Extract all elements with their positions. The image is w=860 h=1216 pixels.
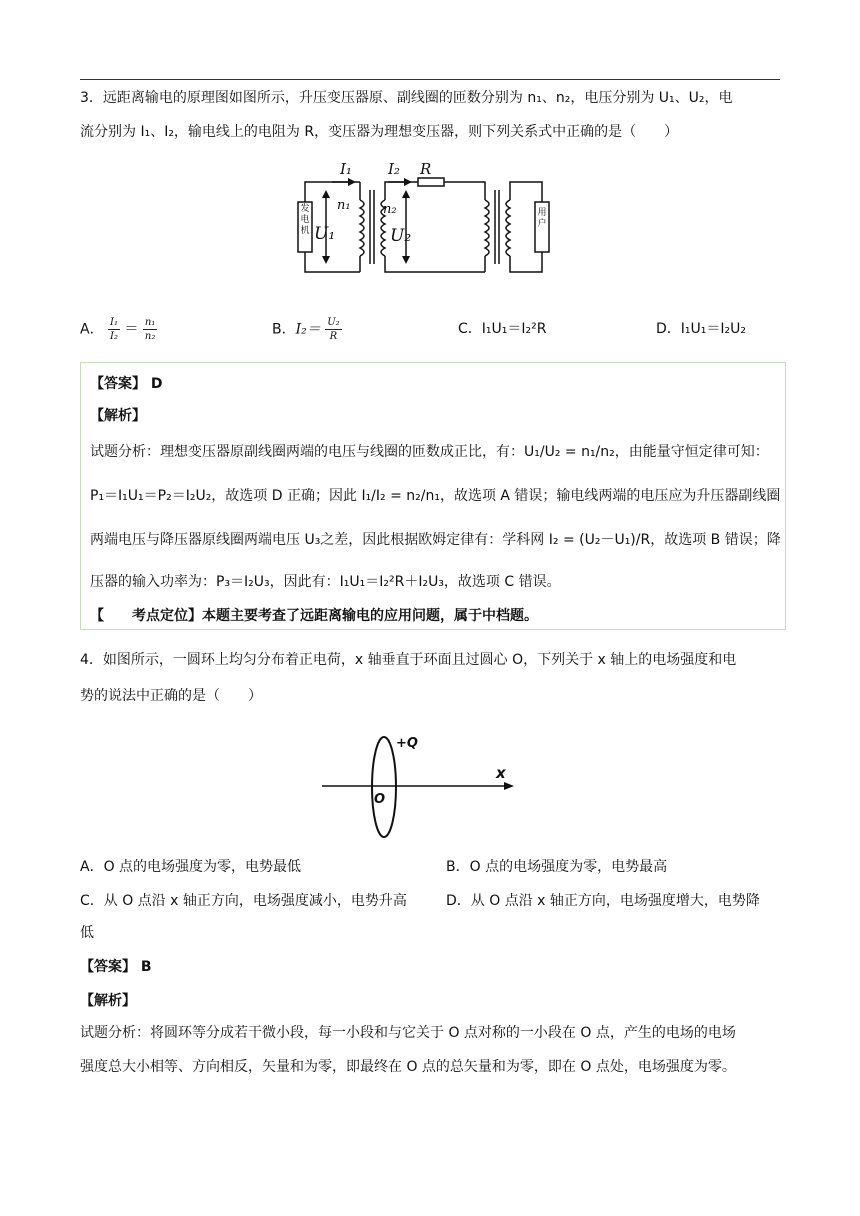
label-n2: n₂: [383, 202, 397, 217]
q4-analysis-line1: 试题分析：将圆环等分成若干微小段，每一小段和与它关于 O 点对称的一小段在 O 点，产生的电场的电场: [80, 1025, 736, 1041]
q3-knowledge-point: 【 考点定位】本题主要考查了远距离输电的应用问题，属于中档题。: [90, 608, 538, 624]
label-n1: n₁: [337, 198, 351, 213]
q3-text-line1: 3．远距离输电的原理图如图所示，升压变压器原、副线圈的匝数分别为 n₁、n₂，电压分别为 U₁、U₂，电: [80, 90, 733, 106]
label-i2: I₂: [388, 160, 400, 178]
q4-text-line1: 4．如图所示，一圆环上均匀分布着正电荷，x 轴垂直于环面且过圆心 O，下列关于 x 轴上的电场强度和电: [80, 652, 737, 668]
coil-secondary-2: [506, 200, 510, 256]
q4-option-d-continued: 低: [80, 925, 94, 941]
q3-option-d[interactable]: D．I₁U₁＝I₂U₂: [656, 321, 746, 337]
user-label: 用户: [537, 208, 547, 229]
label-u2: U₂: [390, 226, 412, 246]
q4-answer: 【答案】 B: [80, 959, 152, 975]
origin-label: O: [374, 792, 386, 807]
q3-option-b[interactable]: B．I₂＝ $\frac{\text{U₂}}{R}$: [272, 317, 340, 342]
q3-option-a[interactable]: A． $\frac{\text{I₁}}{\text{I₂}}$ ＝ $\frac{\text{n₁}}{\text{n₂}}$: [80, 317, 156, 342]
q3-answer: 【答案】 D: [90, 376, 163, 392]
q3-analysis-line4: 压器的输入功率为：P₃＝I₂U₃，因此有：I₁U₁＝I₂²R＋I₂U₃，故选项 C 错误。: [90, 574, 561, 590]
header-rule: [80, 79, 780, 80]
label-u1: U₁: [314, 224, 336, 244]
q3-analysis-line2: P₁＝I₁U₁＝P₂＝I₂U₂，故选项 D 正确；因此 I₁/I₂ = n₂/n₁，故选项 A 错误；输电线两端的电压应为升压器副线圈: [90, 488, 781, 504]
label-i1: I₁: [340, 160, 352, 178]
coil-primary-2: [485, 200, 489, 256]
q3-analysis-line1: 试题分析：理想变压器原副线圈两端的电压与线圈的匝数成正比，有：U₁/U₂ = n₁/n₂，由能量守恒定律可知：: [90, 444, 769, 460]
charge-label: +Q: [396, 736, 418, 751]
charged-ring: [372, 737, 396, 837]
q4-option-c[interactable]: C．从 O 点沿 x 轴正方向，电场强度减小，电势升高: [80, 893, 407, 909]
q4-analysis-title: 【解析】: [80, 993, 136, 1009]
coil-primary-1: [360, 200, 364, 256]
q4-option-b[interactable]: B．O 点的电场强度为零，电势最高: [446, 859, 668, 875]
generator-label: 发电机: [300, 204, 310, 236]
charged-ring-figure: [318, 734, 518, 840]
resistor-r: [418, 178, 444, 186]
axis-x-label: x: [496, 764, 506, 782]
label-r: R: [420, 160, 432, 178]
q4-option-a[interactable]: A．O 点的电场强度为零，电势最低: [80, 859, 302, 875]
q4-text-line2: 势的说法中正确的是（ ）: [80, 688, 262, 704]
q3-analysis-line3: 两端电压与降压器原线圈两端电压 U₃之差，因此根据欧姆定律有：学科网 I₂ = (U₂－U₁)/R，故选项 B 错误；降: [90, 532, 781, 548]
q4-option-d[interactable]: D．从 O 点沿 x 轴正方向，电场强度增大，电势降: [446, 893, 760, 909]
q3-option-c[interactable]: C．I₁U₁＝I₂²R: [458, 321, 547, 337]
q3-text-line2: 流分别为 I₁、I₂，输电线上的电阻为 R，变压器为理想变压器，则下列关系式中正确的是（ ）: [80, 124, 679, 140]
q4-analysis-line2: 强度总大小相等、方向相反，矢量和为零，即最终在 O 点的总矢量和为零，即在 O 点处，电场强度为零。: [80, 1059, 736, 1075]
q3-analysis-title: 【解析】: [90, 408, 146, 424]
